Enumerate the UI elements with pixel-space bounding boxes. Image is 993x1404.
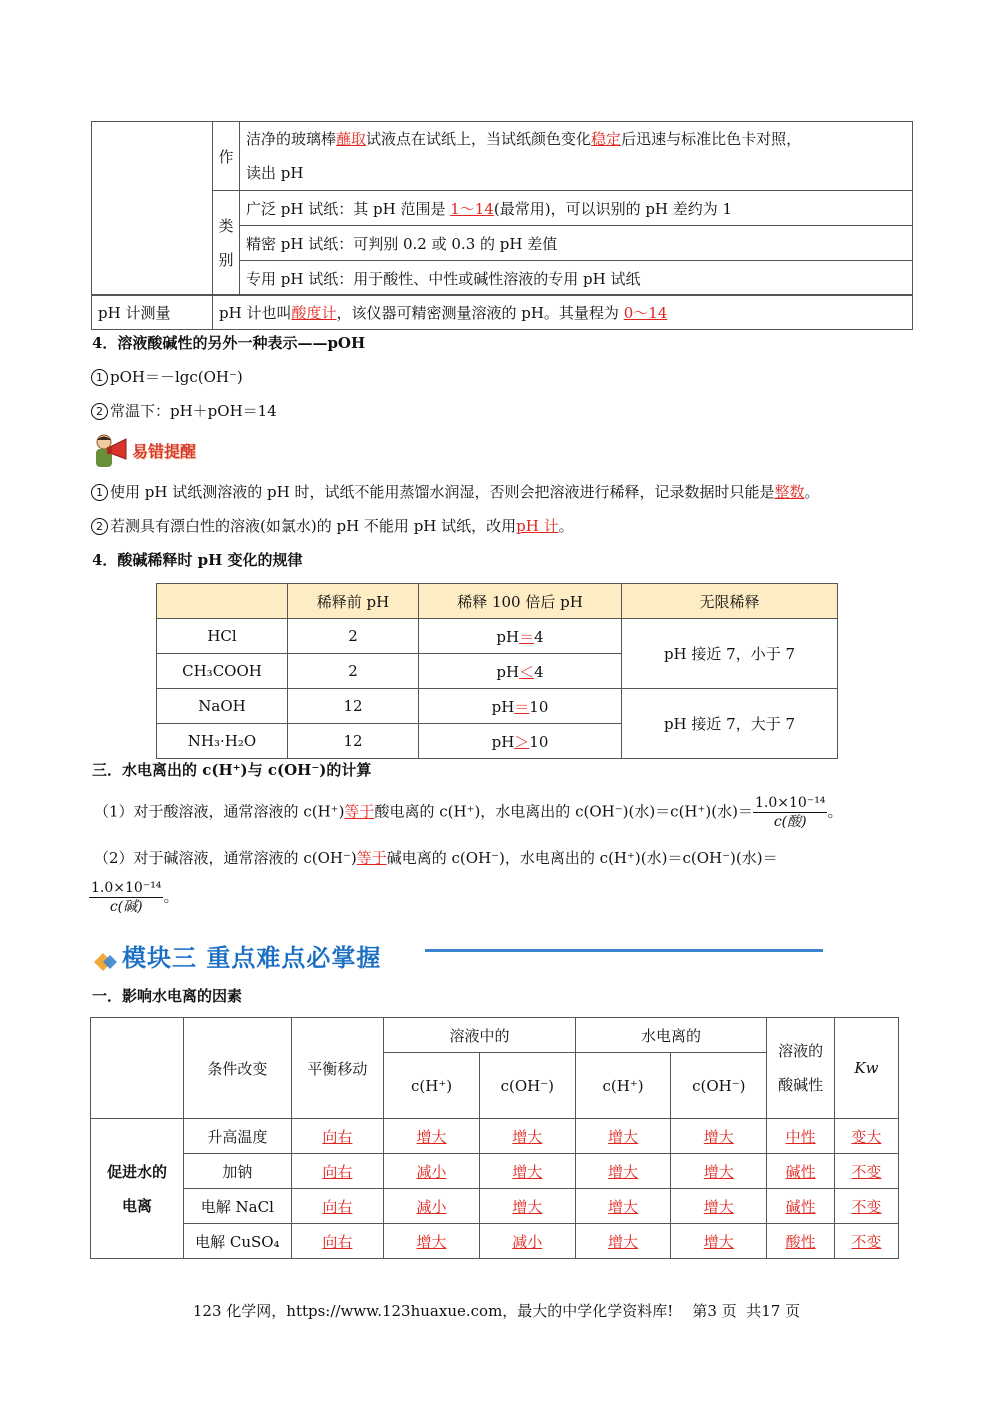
dilution-header-1: 稀释前 pH [288,584,419,619]
module-title-text: 模块三 重点难点必掌握 [122,944,382,972]
kw-value: 不变 [851,1162,882,1181]
after-value: 4 [534,627,544,646]
ph-test-table [91,121,913,296]
wch-value: 增大 [608,1162,639,1181]
guangfan-text-a: 广泛 pH 试纸：其 pH 范围是 [246,199,451,218]
factors-header-kw: Kw [834,1018,898,1119]
circle-num-w2: 2 [91,518,108,535]
base-fraction-den: c(碱) [109,899,143,915]
after-value: 10 [529,697,549,716]
after-value: 4 [534,662,544,681]
ph-meter-text-b: ，该仪器可精密测量溶液的 pH。其量程为 [336,303,624,322]
warning-item-2-red: pH 计 [516,517,559,535]
dilution-after [419,654,622,689]
factors-kw [834,1224,898,1259]
poh-item-1-text: pOH＝－lgc(OH⁻) [110,368,243,386]
section-poh-title: 4．溶液酸碱性的另外一种表示——pOH [92,334,366,352]
factors-acidity [767,1119,835,1154]
circle-num-w1: 1 [91,484,108,501]
warning-item-1 [91,481,819,502]
after-relation: ＝ [514,697,530,716]
factors-coh [479,1189,575,1224]
method-text-a: 洁净的玻璃棒 [246,130,337,148]
kw-value: 不变 [851,1197,882,1216]
jingmi-text: 精密 pH 试纸：可判别 0.2 或 0.3 的 pH 差值 [246,234,558,253]
dilution-table [156,583,838,759]
ph-meter-label [92,295,213,330]
acid-end: 。 [827,802,843,821]
guangfan-red: 1～14 [450,199,494,218]
row-zhuanyong [240,261,913,296]
factors-blank-header [91,1018,184,1119]
method-text-b: 试液点在试纸上，当试纸颜色变化 [366,130,592,148]
row-method [240,122,913,191]
kw-value: 变大 [851,1127,882,1146]
row-guangfan [240,191,913,226]
factors-wch [575,1224,671,1259]
ph-meter-red-1: 酸度计 [291,303,337,322]
factors-ch [384,1189,480,1224]
megaphone-person-icon [92,433,132,469]
coh-value: 减小 [512,1232,543,1251]
module-heading [92,938,381,975]
dilution-after [419,619,622,654]
acidity-value: 酸性 [785,1232,816,1251]
factors-coh [479,1119,575,1154]
factors-header-water: 水电离的 [575,1018,767,1053]
acid-limit: pH 接近 7，小于 7 [622,619,838,689]
wcoh-value: 增大 [703,1162,734,1181]
ch-value: 减小 [416,1162,447,1181]
ph-meter-red-2: 0～14 [623,303,668,322]
acid-text-a: （1）对于酸溶液，通常溶液的 c(H⁺) [94,802,345,821]
warning-item-1-text: 使用 pH 试纸测溶液的 pH 时，试纸不能用蒸馏水润湿，否则会把溶液进行稀释，记录数据时只能是 [110,483,775,501]
factors-wcoh [671,1224,767,1259]
shift-value: 向右 [322,1197,353,1216]
acid-fraction [753,794,827,831]
wcoh-value: 增大 [703,1127,734,1146]
circle-num-1: 1 [91,369,108,386]
base-fraction [89,879,163,916]
dilution-header-3: 无限稀释 [622,584,838,619]
factors-group-label: 促进水的电离 [91,1119,184,1259]
warning-badge-text: 易错提醒 [132,442,197,461]
dilution-substance: HCl [157,619,288,654]
page-footer: 123 化学网，https://www.123huaxue.com，最大的中学化学资料库! 第3 页 共17 页 [192,1302,801,1320]
factors-header-solution: 溶液中的 [384,1018,576,1053]
factors-header-solution-ch: c(H⁺) [384,1053,480,1119]
section-factors-title: 一．影响水电离的因素 [92,987,243,1005]
shift-value: 向右 [322,1127,353,1146]
factors-header-water-coh: c(OH⁻) [671,1053,767,1119]
factors-acidity [767,1224,835,1259]
warning-item-2-end: 。 [558,517,574,535]
kw-value: 不变 [851,1232,882,1251]
acid-paragraph [94,794,842,831]
section-dilution-title: 4．酸碱稀释时 pH 变化的规律 [92,551,303,569]
factors-header-water-ch: c(H⁺) [575,1053,671,1119]
factors-header-acidity: 溶液的酸碱性 [767,1018,835,1119]
module-heading-rule [425,949,823,952]
dilution-header-0 [157,584,288,619]
guangfan-text-b: (最常用)，可以识别的 pH 差约为 1 [493,199,733,218]
factors-condition: 升高温度 [184,1119,291,1154]
base-red: 等于 [356,849,387,867]
merged-left-cell [92,122,213,296]
shift-value: 向右 [322,1232,353,1251]
factors-ch [384,1224,480,1259]
base-fraction-num: 1.0×10⁻¹⁴ [91,880,162,896]
acidity-value: 碱性 [785,1197,816,1216]
factors-wcoh [671,1189,767,1224]
dilution-after [419,724,622,759]
base-text-a: （2）对于碱溶液，通常溶液的 c(OH⁻) [94,849,357,867]
after-prefix: pH [496,627,520,646]
acid-fraction-den: c(酸) [773,814,807,830]
factors-shift [291,1154,384,1189]
dilution-before: 2 [288,619,419,654]
factors-acidity [767,1154,835,1189]
after-relation: ＝ [519,627,535,646]
after-prefix: pH [491,732,515,751]
ph-meter-label-text: pH 计测量 [98,303,171,322]
dilution-substance: NH₃·H₂O [157,724,288,759]
method-red-1: 蘸取 [336,130,367,148]
factors-kw [834,1119,898,1154]
acidity-value: 中性 [785,1127,816,1146]
ch-value: 增大 [416,1127,447,1146]
wcoh-value: 增大 [703,1197,734,1216]
wch-value: 增大 [608,1232,639,1251]
factors-acidity [767,1189,835,1224]
method-text-c: 后迅速与标准比色卡对照， [621,130,802,148]
dilution-before: 12 [288,689,419,724]
label-zuo [213,122,240,191]
factors-header-solution-coh: c(OH⁻) [479,1053,575,1119]
poh-item-2-text: 常温下：pH＋pOH＝14 [110,402,277,420]
factors-header-shift: 平衡移动 [291,1018,384,1119]
dilution-before: 2 [288,654,419,689]
poh-item-1 [91,366,243,387]
warning-item-1-end: 。 [804,483,820,501]
dilution-substance: CH₃COOH [157,654,288,689]
base-limit: pH 接近 7，大于 7 [622,689,838,759]
label-zuo-text: 作 [218,147,234,166]
factors-ch [384,1119,480,1154]
after-prefix: pH [496,662,520,681]
base-paragraph-line1 [94,847,778,868]
factors-wcoh [671,1119,767,1154]
factors-coh [479,1154,575,1189]
dilution-before: 12 [288,724,419,759]
dilution-header-2: 稀释 100 倍后 pH [419,584,622,619]
base-end: 。 [163,887,179,906]
shift-value: 向右 [322,1162,353,1181]
base-text-b: 碱电离的 c(OH⁻)，水电离出的 c(H⁺)(水)＝c(OH⁻)(水)＝ [386,849,778,867]
poh-item-2 [91,400,277,421]
acidity-value: 碱性 [785,1162,816,1181]
label-lei: 类 [218,217,234,235]
acid-text-b: 酸电离的 c(H⁺)，水电离出的 c(OH⁻)(水)＝c(H⁺)(水)＝ [374,802,753,821]
diamond-arrow-icon [92,949,122,975]
method-text-d: 读出 pH [246,164,304,182]
row-jingmi [240,226,913,261]
factors-wch [575,1154,671,1189]
factors-table [90,1017,899,1259]
factors-wch [575,1119,671,1154]
factors-wcoh [671,1154,767,1189]
wch-value: 增大 [608,1197,639,1216]
after-relation: ＜ [519,662,535,681]
factors-condition: 电解 NaCl [184,1189,291,1224]
coh-value: 增大 [512,1127,543,1146]
factors-condition: 加钠 [184,1154,291,1189]
ph-meter-text-a: pH 计也叫 [219,303,292,322]
coh-value: 增大 [512,1162,543,1181]
circle-num-2: 2 [91,403,108,420]
warning-item-2 [91,515,574,536]
after-value: 10 [529,732,549,751]
factors-coh [479,1224,575,1259]
factors-shift [291,1119,384,1154]
section-water-ionization-title: 三．水电离出的 c(H⁺)与 c(OH⁻)的计算 [92,761,372,779]
ch-value: 减小 [416,1197,447,1216]
coh-value: 增大 [512,1197,543,1216]
factors-wch [575,1189,671,1224]
factors-condition: 电解 CuSO₄ [184,1224,291,1259]
warning-item-1-red: 整数 [774,483,805,501]
method-red-2: 稳定 [591,130,622,148]
wch-value: 增大 [608,1127,639,1146]
factors-header-condition: 条件改变 [184,1018,291,1119]
zhuanyong-text: 专用 pH 试纸：用于酸性、中性或碱性溶液的专用 pH 试纸 [246,269,641,288]
acid-fraction-num: 1.0×10⁻¹⁴ [755,795,826,811]
ph-meter-row [213,295,913,330]
factors-shift [291,1189,384,1224]
warning-item-2-text: 若测具有漂白性的溶液(如氯水)的 pH 不能用 pH 试纸，改用 [110,517,517,535]
factors-kw [834,1154,898,1189]
label-leibie [213,191,240,296]
ch-value: 增大 [416,1232,447,1251]
factors-shift [291,1224,384,1259]
base-paragraph-line2 [89,879,178,916]
warning-badge [92,433,212,467]
dilution-substance: NaOH [157,689,288,724]
after-prefix: pH [491,697,515,716]
factors-ch [384,1154,480,1189]
factors-kw [834,1189,898,1224]
wcoh-value: 增大 [703,1232,734,1251]
after-relation: ＞ [514,732,530,751]
label-bie: 别 [218,251,234,269]
acid-red: 等于 [344,802,375,821]
dilution-after [419,689,622,724]
ph-meter-table [91,294,913,330]
